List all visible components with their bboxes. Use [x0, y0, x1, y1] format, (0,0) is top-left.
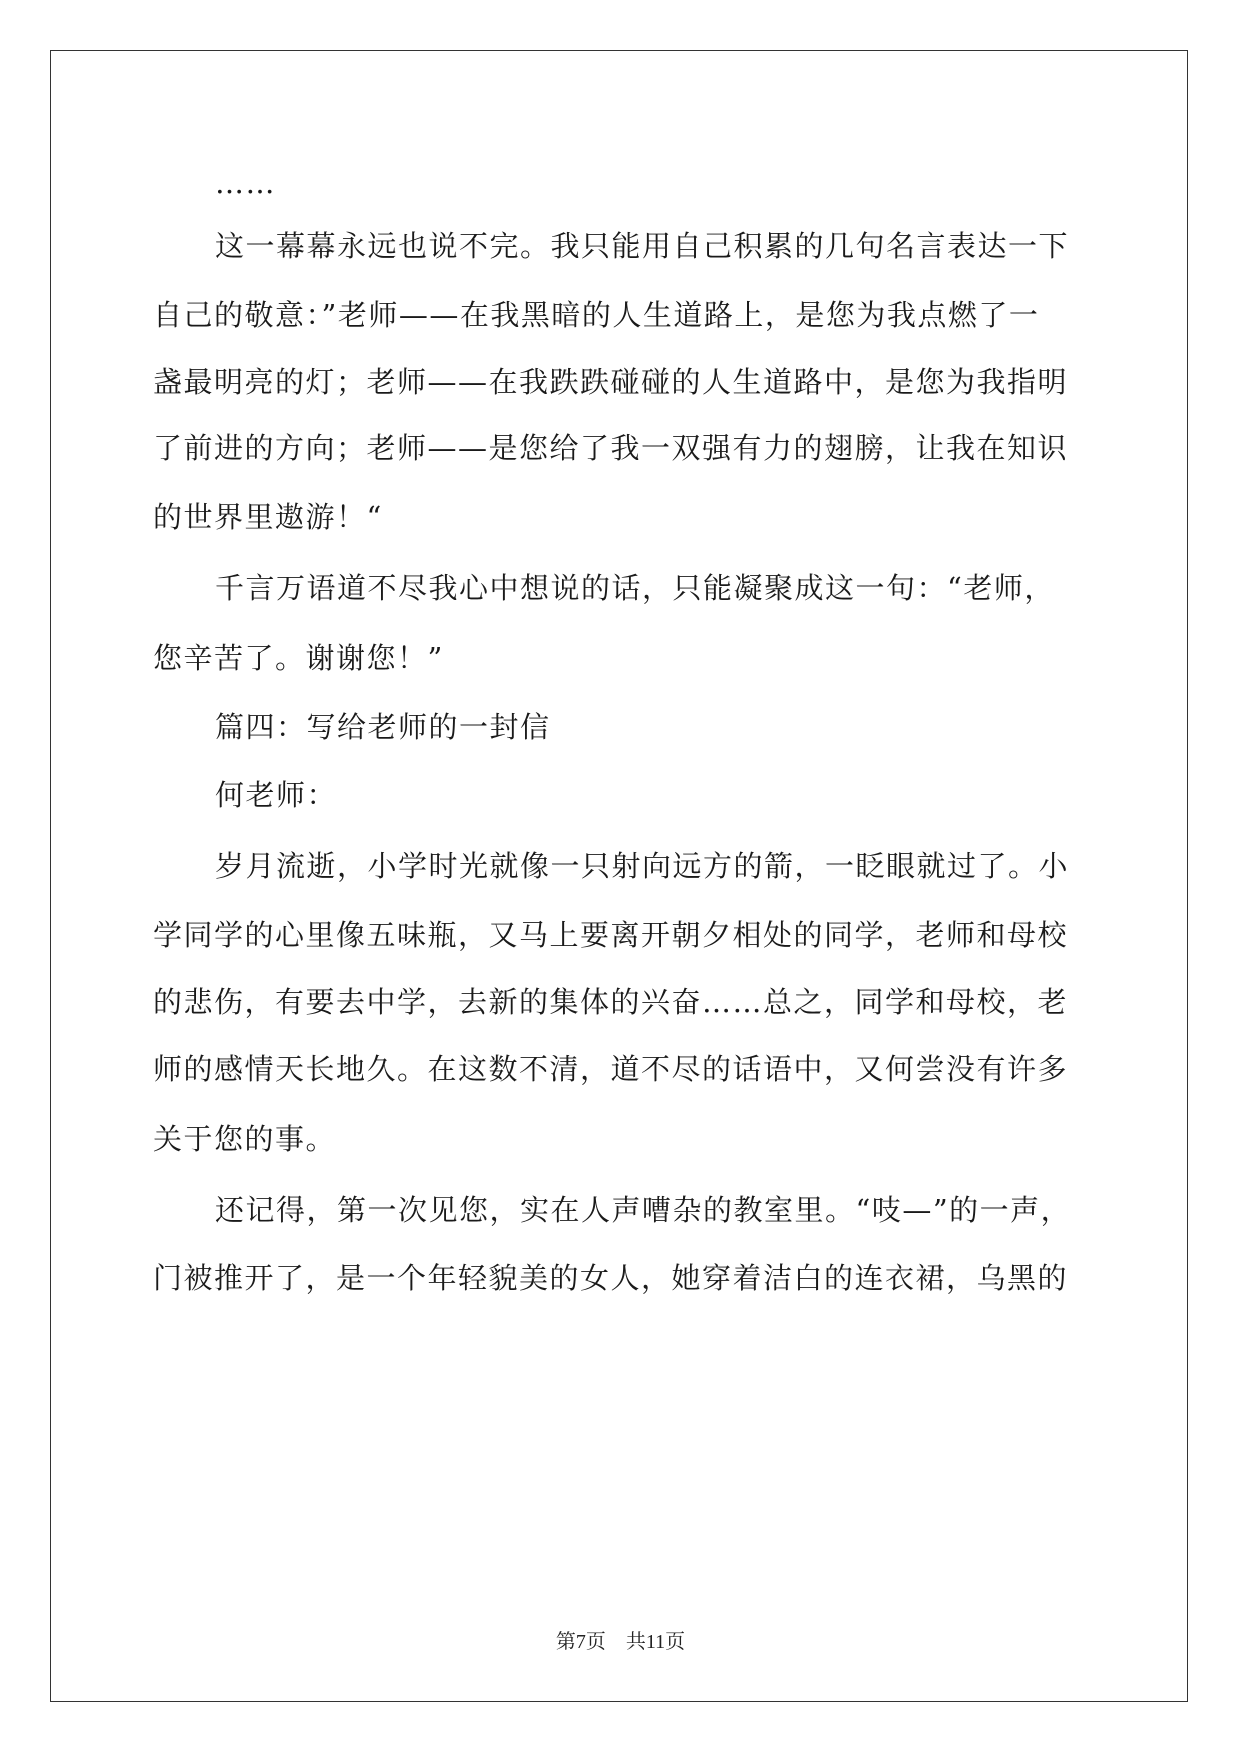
paragraph-line: 了前进的方向；老师——是您给了我一双强有力的翅膀，让我在知识 [153, 431, 1069, 465]
letter-salutation: 何老师： [215, 778, 338, 812]
paragraph-line: 的悲伤，有要去中学，去新的集体的兴奋……总之，同学和母校，老 [153, 985, 1069, 1019]
paragraph-line: 千言万语道不尽我心中想说的话，只能凝聚成这一句：“老师， [215, 571, 1055, 605]
paragraph-line: 岁月流逝，小学时光就像一只射向远方的箭，一眨眼就过了。小 [215, 849, 1070, 883]
page-number-footer: 第7页 共11页 [555, 1631, 686, 1653]
paragraph-line: 学同学的心里像五味瓶，又马上要离开朝夕相处的同学，老师和母校 [153, 918, 1069, 952]
paragraph-line: 自己的敬意：”老师——在我黑暗的人生道路上，是您为我点燃了一 [153, 298, 1040, 332]
paragraph-line: 这一幕幕永远也说不完。我只能用自己积累的几句名言表达一下 [215, 229, 1070, 263]
paragraph-line: 您辛苦了。谢谢您！” [153, 641, 444, 675]
paragraph-line: 还记得，第一次见您，实在人声嘈杂的教室里。“吱—”的一声， [215, 1193, 1072, 1227]
paragraph-line: 门被推开了，是一个年轻貌美的女人，她穿着洁白的连衣裙，乌黑的 [153, 1261, 1069, 1295]
section-heading: 篇四：写给老师的一封信 [215, 710, 551, 744]
paragraph-ellipsis: …… [215, 166, 276, 200]
paragraph-line: 的世界里遨游！“ [153, 500, 383, 534]
paragraph-line: 盏最明亮的灯；老师——在我跌跌碰碰的人生道路中，是您为我指明 [153, 365, 1069, 399]
paragraph-line: 关于您的事。 [153, 1122, 337, 1156]
paragraph-line: 师的感情天长地久。在这数不清，道不尽的话语中，又何尝没有许多 [153, 1052, 1069, 1086]
